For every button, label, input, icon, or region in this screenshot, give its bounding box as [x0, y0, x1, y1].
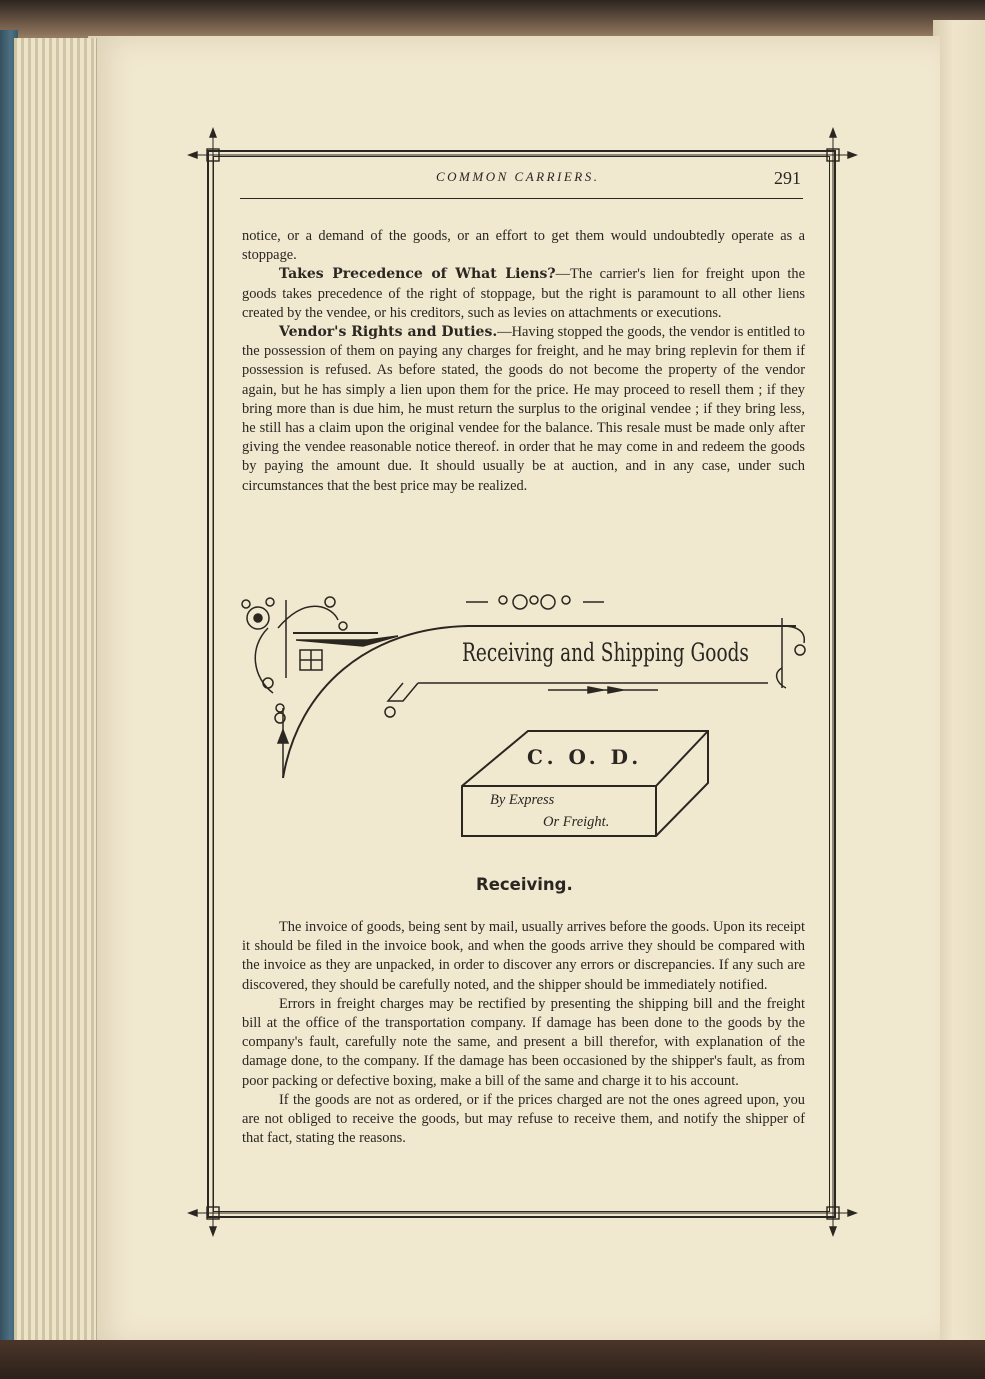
paragraph-body: —Having stopped the goods, the vendor is entitled to the possession of them on paying any charges for freight, and he may bring replevin for them if possession is refused. As before stated, the goods do not become the property of the vendor again, but he has simply a lien upon them for the price. He may proceed to resell them ; if they bring more than is due him, he must return the surplus to the original vendee ; if they bring less, he still has a claim upon the original vendee for the balance. This resale must be made only after giving the vendee reasonable notice thereof. in order that he may come in and redeem the goods by paying the amount due. It should usually be at auction, and in any case, under such circumstances that the best price may be realized.	[242, 324, 805, 494]
running-head: COMMON CARRIERS.	[436, 169, 600, 184]
box-text-line-1: By Express	[490, 792, 555, 808]
page-number: 291	[774, 168, 801, 188]
header-rule	[240, 198, 803, 199]
top-text-block	[242, 227, 805, 496]
paragraph: Errors in freight charges may be rectified by presenting the shipping bill and the freight bill at the office of the transportation company. If damage has been done to the goods by the company's fault, carefully note the same, and present a bill therefor, with explanation of the damage done, to the company. If the damage has been occasioned by the shipper's fault, as from poor packing or defective boxing, make a bill of the same and charge it to his account.	[242, 995, 805, 1089]
paragraph-body: —The carrier's lien for freight upon the goods takes precedence of the right of stoppage, but the right is paramount to all other liens created by the vendee, or his creditors, such as levies on attachments or executions.	[242, 266, 805, 321]
box-label-cod: C. O. D.	[527, 745, 643, 769]
section-title: Receiving.	[476, 875, 573, 894]
paragraph	[242, 265, 805, 323]
run-in-heading: Takes Precedence of What Liens?	[279, 266, 556, 283]
page-edges	[14, 38, 97, 1343]
book-cover-top	[0, 0, 985, 40]
paragraph: notice, or a demand of the goods, or an effort to get them would undoubtedly operate as a stoppage.	[242, 228, 805, 264]
paragraph: If the goods are not as ordered, or if the prices charged are not the ones agreed upon, you are not obliged to receive the goods, but may refuse to receive them, and notify the shipper of that fact, stating the reasons.	[242, 1091, 805, 1147]
facing-page-edge	[933, 20, 985, 1360]
paragraph	[242, 323, 805, 496]
banner-title: Receiving and Shipping Goods	[462, 638, 749, 667]
receiving-text-block	[242, 918, 805, 1148]
paragraph: The invoice of goods, being sent by mail, usually arrives before the goods. Upon its receipt it should be filed in the invoice book, and when the goods arrive they should be compared with the invoice as they are unpacked, in order to discover any errors or discrepancies. If any such are discovered, they should be carefully noted, and the shipper should be immediately notified.	[242, 919, 805, 993]
box-text-line-2: Or Freight.	[543, 814, 610, 830]
book-cover-bottom	[0, 1340, 985, 1379]
run-in-heading: Vendor's Rights and Duties.	[279, 324, 498, 341]
